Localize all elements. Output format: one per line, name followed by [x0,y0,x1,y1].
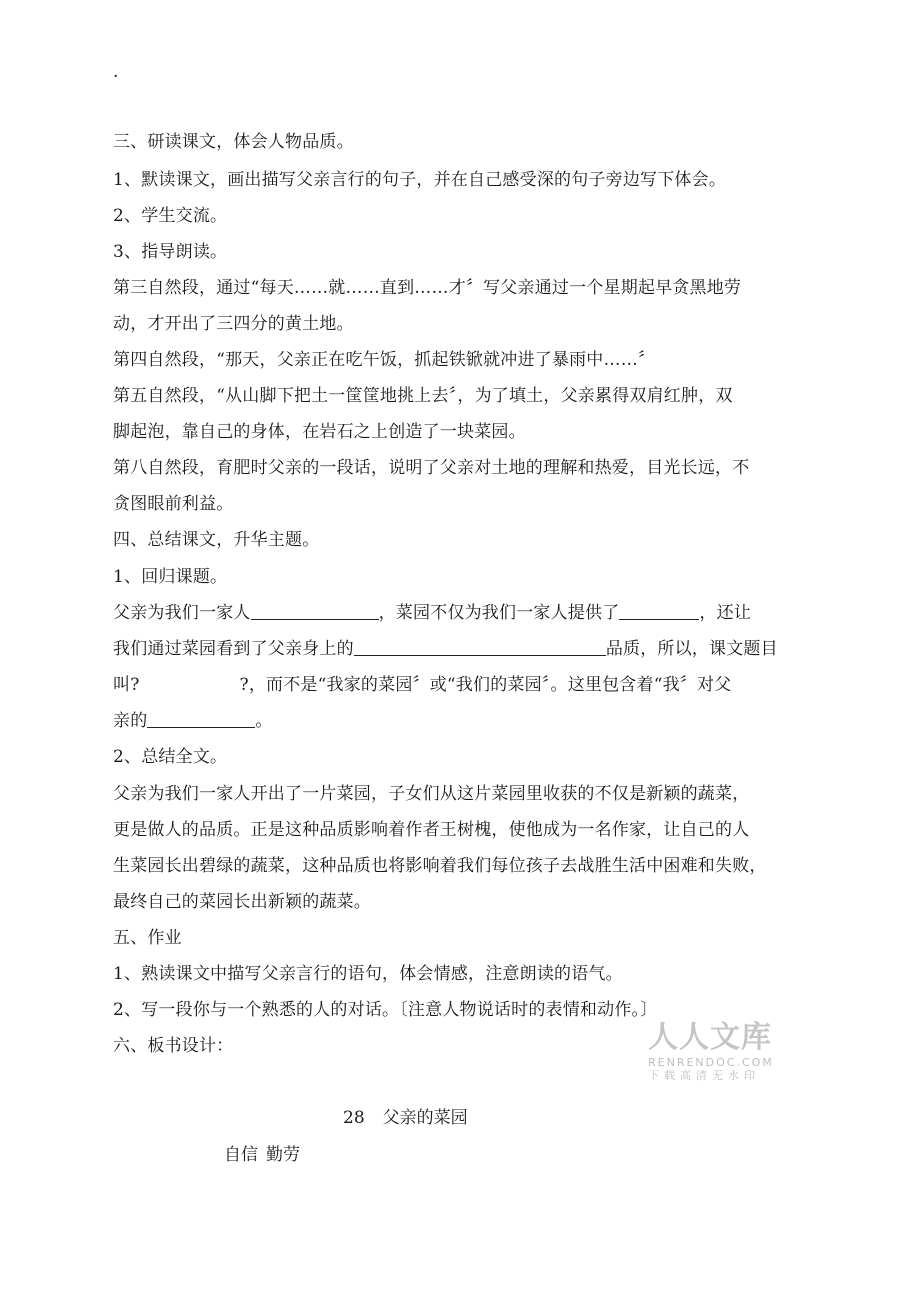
board-traits [224,1144,300,1166]
fill-in-text: 。 [255,711,273,731]
stray-dot: . [113,62,119,82]
paragraph-3-line-2: 动，才开出了三四分的黄土地。 [113,314,354,334]
watermark-tagline: 下载高清无水印 [648,1069,760,1082]
fill-in-line-2 [113,638,778,660]
fill-in-text: ?，而不是“我家的菜园〞或“我们的菜园〞。这里包含着“我〞对父 [239,675,732,695]
answer-blank[interactable] [147,710,255,728]
fill-in-text: ，还让 [699,603,752,623]
section-5-item-1: 1、熟读课文中描写父亲言行的语句，体会情感，注意朗读的语气。 [113,964,623,984]
board-title [343,1107,468,1129]
fill-in-line-1 [113,602,751,624]
answer-blank[interactable] [354,638,606,656]
fill-in-text: ，菜园不仅为我们一家人提供了 [378,603,620,623]
paragraph-5-line-2: 脚起泡，靠自己的身体，在岩石之上创造了一块菜园。 [113,422,526,442]
fill-in-line-3 [113,674,731,696]
fill-in-text: 父亲为我们一家人 [113,603,251,623]
section-3-heading: 三、研读课文，体会人物品质。 [113,132,354,152]
summary-line-4: 最终自己的菜园长出新颖的蔬菜。 [113,892,371,912]
section-4-item-1: 1、回归课题。 [113,567,228,587]
board-trait: 勤劳 [266,1145,300,1165]
fill-in-text: 叫? [113,675,140,695]
paragraph-5-line-1: 第五自然段，“从山脚下把土一筐筐地挑上去〞，为了填土，父亲累得双肩红肿，双 [113,386,733,406]
summary-line-2: 更是做人的品质。正是这种品质影响着作者王树槐，使他成为一名作家，让自己的人 [113,820,750,840]
section-5-heading: 五、作业 [113,928,182,948]
board-title-text: 父亲的菜园 [382,1108,468,1128]
fill-in-text: 亲的 [113,711,148,731]
section-6-heading: 六、板书设计： [113,1036,234,1056]
section-3-item-1: 1、默读课文，画出描写父亲言行的句子，并在自己感受深的句子旁边写下体会。 [113,170,727,190]
section-3-item-3: 3、指导朗读。 [113,242,228,262]
watermark-name: 人人文库 [648,1020,772,1055]
answer-blank[interactable] [251,602,379,620]
board-trait: 自信 [224,1145,258,1165]
fill-in-text: 我们通过菜园看到了父亲身上的 [113,639,354,659]
board-number: 28 [343,1108,365,1128]
fill-in-line-4 [113,710,273,732]
summary-line-1: 父亲为我们一家人开出了一片菜园，子女们从这片菜园里收获的不仅是新颖的蔬菜， [113,784,750,804]
watermark-url: RENRENDOC.COM [648,1056,774,1069]
paragraph-4-line-1: 第四自然段，“那天，父亲正在吃午饭，抓起铁锨就冲进了暴雨中……〞 [113,350,656,370]
section-5-item-2: 2、写一段你与一个熟悉的人的对话。〔注意人物说话时的表情和动作。〕 [113,1000,658,1020]
watermark-logo [648,1022,774,1082]
section-4-item-2: 2、总结全文。 [113,747,228,767]
answer-blank[interactable] [619,602,699,620]
section-4-heading: 四、总结课文，升华主题。 [113,530,320,550]
paragraph-8-line-2: 贪图眼前利益。 [113,494,234,514]
paragraph-8-line-1: 第八自然段，育肥时父亲的一段话，说明了父亲对土地的理解和热爱，目光长远，不 [113,458,750,478]
summary-line-3: 生菜园长出碧绿的蔬菜，这种品质也将影响着我们每位孩子去战胜生活中困难和失败， [113,856,767,876]
fill-in-text: 品质，所以，课文题目 [605,639,778,659]
paragraph-3-line-1: 第三自然段，通过“每天……就……直到……才〞写父亲通过一个星期起早贪黑地劳 [113,278,742,298]
section-3-item-2: 2、学生交流。 [113,206,228,226]
